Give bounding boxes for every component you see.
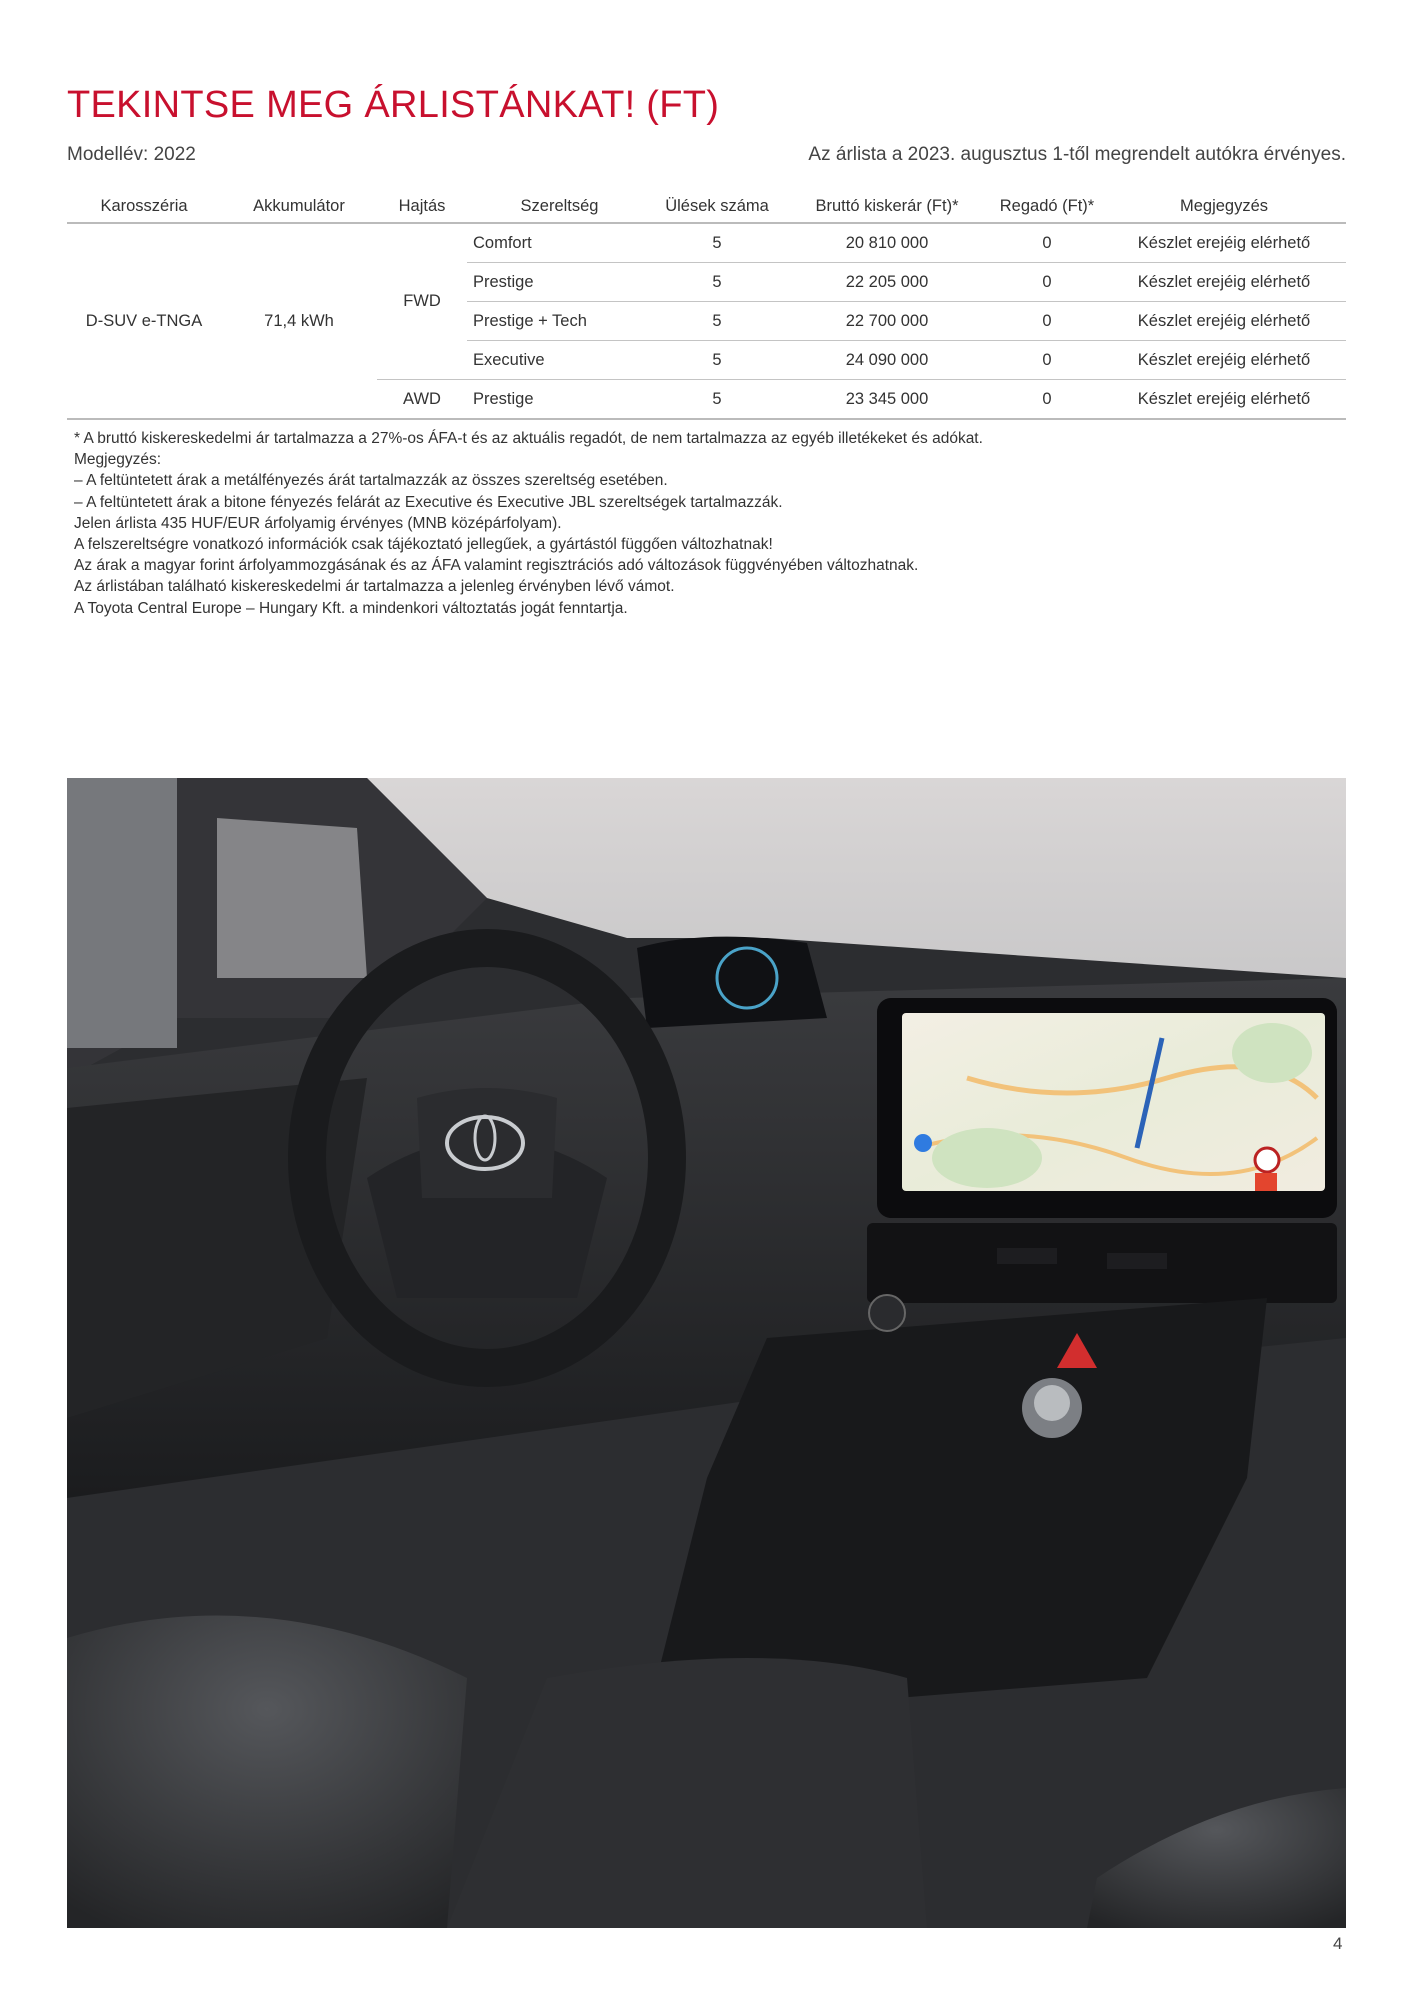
battery: 71,4 kWh [221,223,377,419]
model-year: Modellév: 2022 [67,144,196,165]
seats: 5 [712,233,722,252]
seats: 5 [652,302,782,341]
validity-note: Az árlista a 2023. augusztus 1-től megrendelt autókra érvényes. [808,144,1346,165]
trim: Executive [467,341,652,380]
footnote-line: Az árlistában található kiskereskedelmi ár tartalmazza a jelenleg érvényben lévő vámot. [74,578,675,596]
note: Készlet erejéig elérhető [1137,233,1311,252]
trim: Prestige [467,380,652,420]
note: Készlet erejéig elérhető [1102,263,1346,302]
price-table [67,190,1346,420]
column-header: Hajtás [377,190,467,223]
price: 20 810 000 [845,233,929,252]
table-row [67,223,1346,263]
body-type: D-SUV e-TNGA [67,223,221,419]
car-interior-photo [67,778,1346,1928]
seats: 5 [652,263,782,302]
reg-tax: 0 [992,380,1102,420]
reg-tax: 0 [992,341,1102,380]
column-header: Karosszéria [67,190,221,223]
note: Készlet erejéig elérhető [1102,341,1346,380]
column-header: Megjegyzés [1102,190,1346,223]
seats: 5 [652,341,782,380]
footnote-line: A Toyota Central Europe – Hungary Kft. a mindenkori változtatás jogát fenntartja. [74,599,628,617]
footnote-line: A felszereltségre vonatkozó információk csak tájékoztató jellegűek, a gyártástól függően változhatnak! [74,536,773,554]
trim: Prestige [467,263,652,302]
driver-seat [67,1616,467,1929]
note: Készlet erejéig elérhető [1102,380,1346,420]
footnote-line: – A feltüntetett árak a bitone fényezés felárát az Executive és Executive JBL szereltségek tartalmazzák. [74,493,783,511]
column-header: Regadó (Ft)* [992,190,1102,223]
interior-illustration [67,778,1346,1928]
price: 23 345 000 [782,380,992,420]
column-header: Akkumulátor [221,190,377,223]
price: 22 700 000 [782,302,992,341]
drive-awd: AWD [377,380,467,420]
reg-tax: 0 [992,302,1102,341]
drive-fwd: FWD [403,292,441,310]
note: Készlet erejéig elérhető [1102,302,1346,341]
seats: 5 [652,380,782,420]
table-header-row [67,190,1346,223]
page-number: 4 [1333,1934,1343,1953]
footnote-line: * A bruttó kiskereskedelmi ár tartalmazza a 27%-os ÁFA-t és az aktuális regadót, de nem tartalmazza az egyéb illetékeket és adókat. [74,430,983,447]
page-title: TEKINTSE MEG ÁRLISTÁNKAT! (FT) [67,84,720,126]
column-header: Szereltség [467,190,652,223]
price: 24 090 000 [782,341,992,380]
footnote-line: Megjegyzés: [74,451,162,469]
footnote-line: Jelen árlista 435 HUF/EUR árfolyamig érvényes (MNB középárfolyam). [74,514,562,532]
trim: Comfort [473,233,532,252]
price: 22 205 000 [782,263,992,302]
footnote-line: – A feltüntetett árak a metálfényezés árát tartalmazzák az összes szereltség esetében. [74,472,668,490]
footnote-line: Az árak a magyar forint árfolyammozgásának és az ÁFA valamint regisztrációs adó változások függvényében változhatnak. [74,557,919,575]
reg-tax: 0 [1042,233,1052,252]
reg-tax: 0 [992,263,1102,302]
trim: Prestige + Tech [467,302,652,341]
footnotes [74,428,983,619]
column-header: Ülések száma [652,190,782,223]
column-header: Bruttó kiskerár (Ft)* [782,190,992,223]
